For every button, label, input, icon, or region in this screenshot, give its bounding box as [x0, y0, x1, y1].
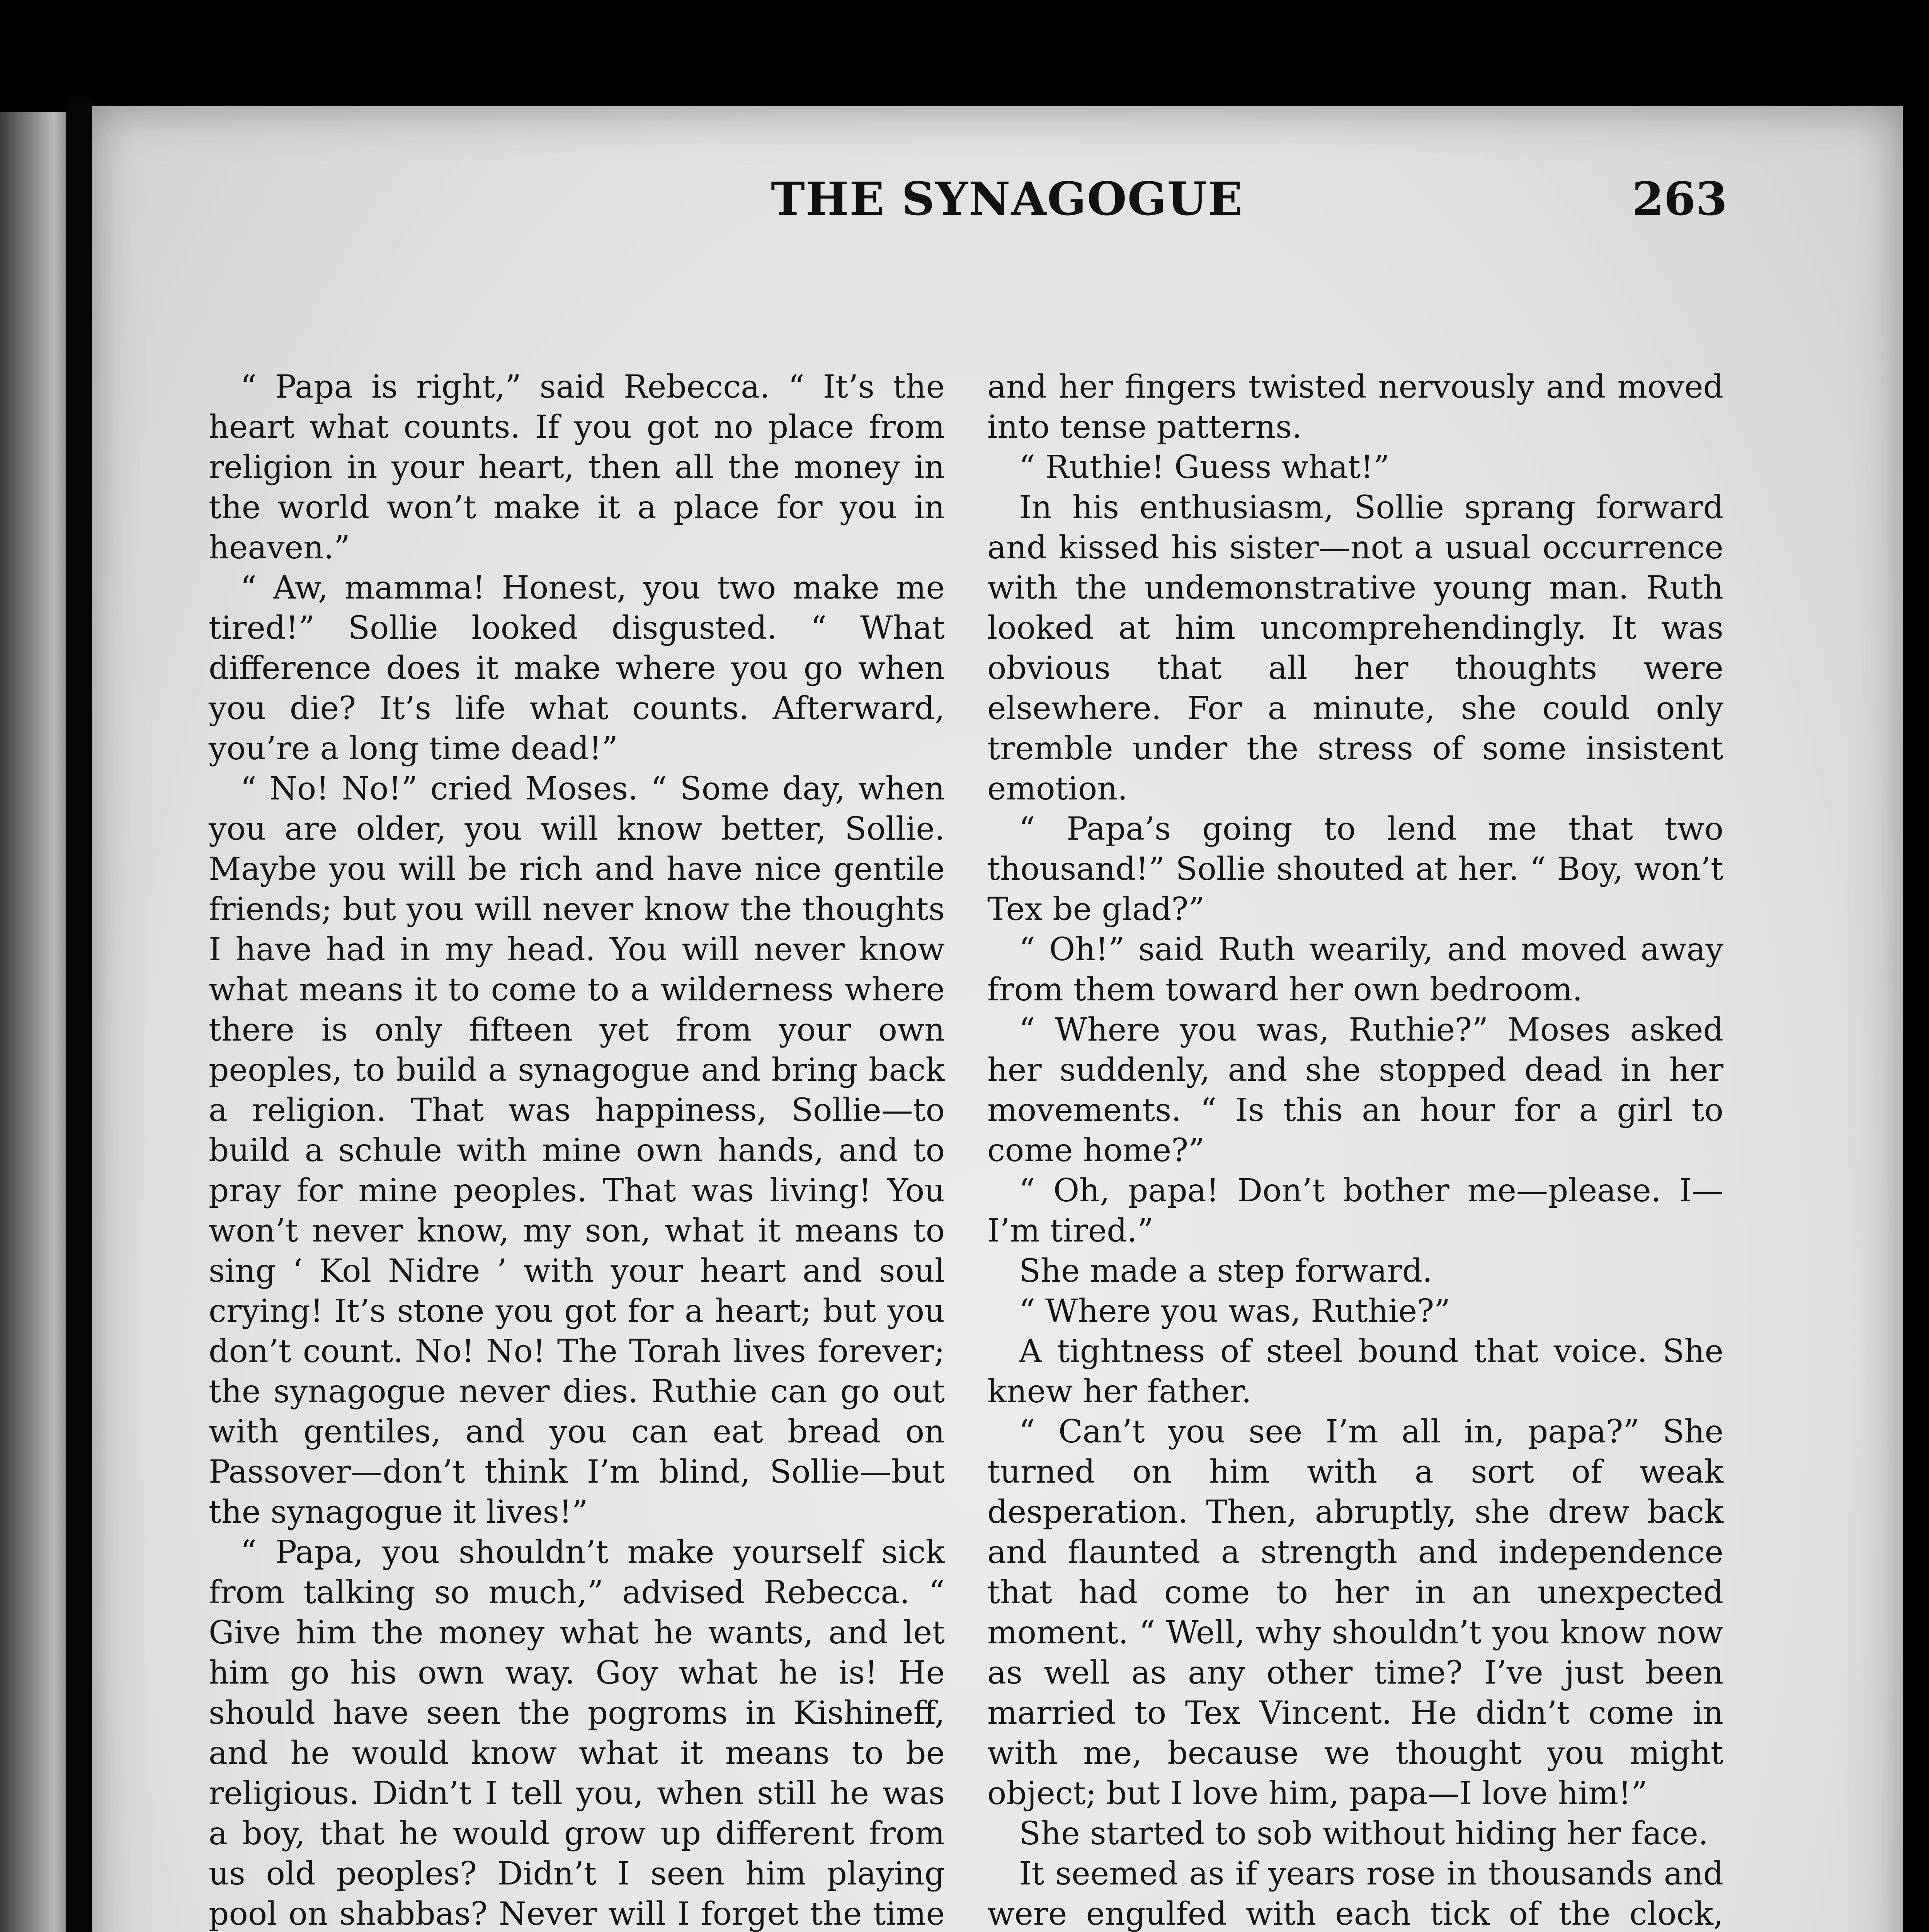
paragraph-continued: and her fingers twisted nervously and moved into tense patterns. [987, 369, 1723, 446]
left-column [209, 367, 945, 1932]
paragraph: “ Aw, mamma! Honest, you two make me tired!” Sollie looked disgusted. “ What difference does it make where you go when you die? It’s life what counts. Afterward, you’re a long time dead!” [209, 570, 945, 767]
paragraph: “ Can’t you see I’m all in, papa?” She turned on him with a sort of weak desperation. Then, abruptly, she drew back and flaunted a strength and independence that had come to her in an unexpected moment. “ Well, why shouldn’t you know now as well as any other time? I’ve just been married to Tex Vincent. He didn’t come in with me, because we thought you might object; but I love him, papa—I love him!” [987, 1413, 1723, 1812]
paragraph: It seemed as if years rose in thousands and were engulfed with each tick of the clock, [987, 1855, 1723, 1932]
paragraph: “ Papa is right,” said Rebecca. “ It’s the heart what counts. If you got no place from religion in your heart, then all the money in the world won’t make it a place for you in heaven.” [209, 369, 945, 566]
paragraph: “ Papa’s going to lend me that two thousand!” Sollie shouted at her. “ Boy, won’t Tex be glad?” [987, 811, 1723, 928]
right-column [987, 367, 1723, 1932]
paragraph: “ Papa, you shouldn’t make yourself sick from talking so much,” advised Rebecca. “ Give him the money what he wants, and let him go his own way. Goy what he is! He should have seen the pogroms in Kishineff, and he would know what it means to be religious. Didn’t I tell you, when still he was a boy, that he would grow up different from us old peoples? Didn’t I seen him playing pool on shabbas? Never will I forget the time [209, 1534, 945, 1932]
paragraph: She made a step forward. [1019, 1253, 1433, 1289]
paragraph: “ No! No!” cried Moses. “ Some day, when you are older, you will know better, Sollie. Maybe you will be rich and have nice gentile friends; but you will never know the thoughts I have had in my head. You will never know what means it to come to a wilderness where there is only fifteen yet from your own peoples, to build a synagogue and bring back a religion. That was happiness, Sollie—to build a schule with mine own hands, and to pray for mine peoples. That was living! You won’t never know, my son, what it means to sing ‘ Kol Nidre ’ with your heart and soul crying! It’s stone you got for a heart; but you don’t count. No! No! The Torah lives forever; the synagogue never dies. Ruthie can go out with gentiles, and you can eat bread on Passover—don’t think I’m blind, Sollie—but the synagogue it lives!” [209, 770, 945, 1531]
paragraph: “ Where you was, Ruthie?” Moses asked her suddenly, and she stopped dead in her movements. “ Is this an hour for a girl to come home?” [987, 1012, 1723, 1169]
paragraph: A tightness of steel bound that voice. She knew her father. [987, 1333, 1723, 1410]
book-gutter [66, 97, 93, 1932]
paragraph: “ Where you was, Ruthie?” [1019, 1293, 1451, 1330]
paragraph: She started to sob without hiding her face. [1019, 1815, 1708, 1852]
paragraph: “ Oh!” said Ruth wearily, and moved away from them toward her own bedroom. [987, 931, 1723, 1008]
running-title: THE SYNAGOGUE [771, 172, 1243, 226]
running-head [193, 170, 1739, 240]
paragraph: “ Oh, papa! Don’t bother me—please. I—I’m tired.” [987, 1172, 1723, 1249]
paragraph: “ Ruthie! Guess what!” [1019, 449, 1390, 486]
paragraph: In his enthusiasm, Sollie sprang forward and kissed his sister—not a usual occurrence with the undemonstrative young man. Ruth looked at him uncomprehendingly. It was obvious that all her thoughts were elsewhere. For a minute, she could only tremble under the stress of some insistent emotion. [987, 489, 1723, 807]
page-number: 263 [1632, 172, 1727, 226]
